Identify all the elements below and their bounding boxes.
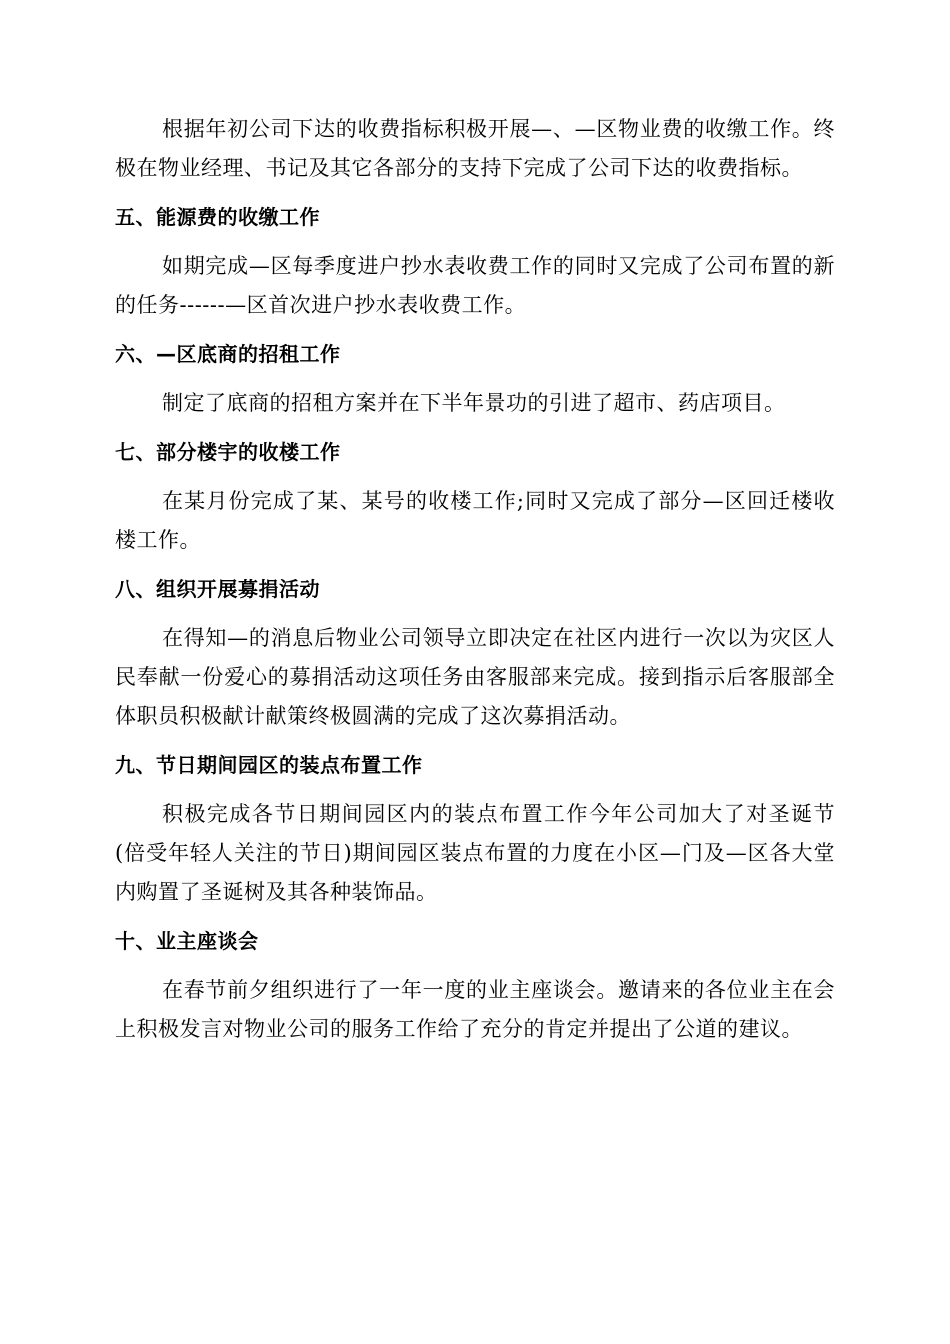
section-body-energy-fee: 如期完成—区每季度进户抄水表收费工作的同时又完成了公司布置的新的任务------—区首次进户抄水表收费工作。 — [115, 254, 835, 317]
section-heading-owners-meeting: 十、业主座谈会 — [115, 929, 259, 953]
section-heading-donation-drive: 八、组织开展募捐活动 — [115, 577, 320, 601]
intro-paragraph: 根据年初公司下达的收费指标积极开展—、—区物业费的收缴工作。终极在物业经理、书记及其它各部分的支持下完成了公司下达的收费指标。 — [115, 117, 835, 180]
document-body — [115, 110, 835, 1063]
section-body-donation-drive: 在得知—的消息后物业公司领导立即决定在社区内进行一次以为灾区人民奉献一份爱心的募捐活动这项任务由客服部来完成。接到指示后客服部全体职员积极献计献策终极圆满的完成了这次募捐活动。 — [115, 626, 835, 728]
section-heading-holiday-decoration: 九、节日期间园区的装点布置工作 — [115, 753, 423, 777]
section-heading-shop-leasing: 六、—区底商的招租工作 — [115, 342, 341, 366]
section-heading-energy-fee: 五、能源费的收缴工作 — [115, 205, 320, 229]
section-body-building-handover: 在某月份完成了某、某号的收楼工作;同时又完成了部分—区回迁楼收楼工作。 — [115, 489, 835, 552]
section-heading-building-handover: 七、部分楼宇的收楼工作 — [115, 440, 341, 464]
section-body-shop-leasing: 制定了底商的招租方案并在下半年景功的引进了超市、药店项目。 — [162, 391, 786, 415]
section-body-owners-meeting: 在春节前夕组织进行了一年一度的业主座谈会。邀请来的各位业主在会上积极发言对物业公司的服务工作给了充分的肯定并提出了公道的建议。 — [115, 978, 835, 1041]
section-body-holiday-decoration: 积极完成各节日期间园区内的装点布置工作今年公司加大了对圣诞节(倍受年轻人关注的节日)期间园区装点布置的力度在小区—门及—区各大堂内购置了圣诞树及其各种装饰品。 — [115, 802, 835, 904]
